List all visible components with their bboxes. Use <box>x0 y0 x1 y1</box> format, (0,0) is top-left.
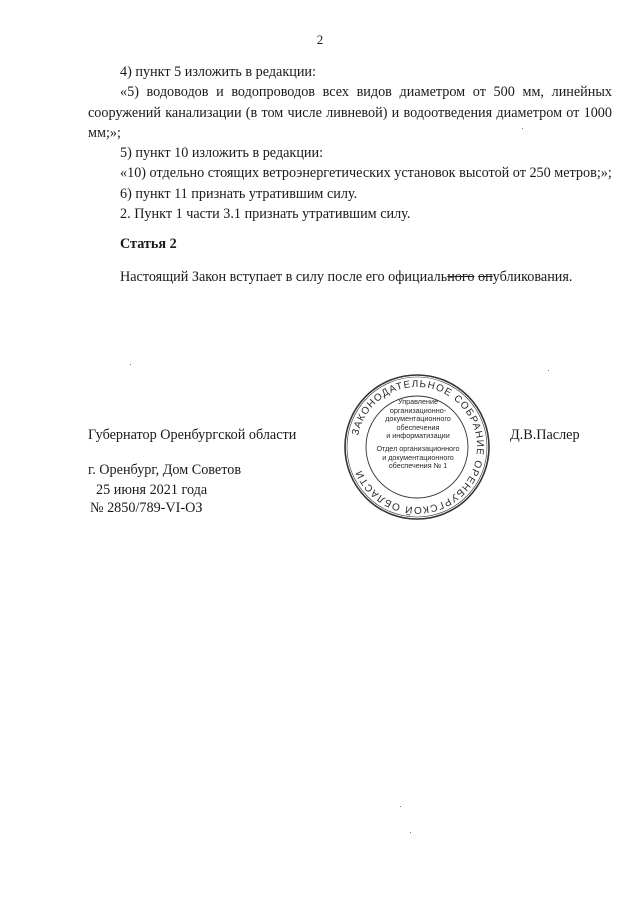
stamp-line: Управление <box>398 397 438 406</box>
article-text-start: Настоящий Закон вступает в силу после его официаль <box>120 269 448 285</box>
signing-place: г. Оренбург, Дом Советов <box>88 462 242 478</box>
paragraph-item-5: 5) пункт 10 изложить в редакции: <box>120 145 324 162</box>
stamp-ring-text: ЗАКОНОДАТЕЛЬНОЕ СОБРАНИЕ ОРЕНБУРГСКОЙ ОБЛАСТИ <box>350 378 486 516</box>
paragraph-point-2: 2. Пункт 1 части 3.1 признать утратившим силу. <box>120 206 411 223</box>
stamp-line: обеспечения № 1 <box>388 461 448 471</box>
stamp-line: организационно- <box>389 405 447 415</box>
signing-date: 25 июня 2021 года <box>96 482 208 498</box>
stamp-line: документационного <box>385 414 451 424</box>
page-number: 2 <box>316 32 324 47</box>
paragraph-item-4-text: «5) водоводов и водопроводов всех видов диаметром от 500 мм, линейных сооружений канализации (в том числе ливневой) и водоотведения диаметром от 1000 мм;»; <box>88 84 612 141</box>
stamp-line: Отдел организационного <box>376 443 460 453</box>
struck-text-1: ного <box>447 269 475 285</box>
scan-speck <box>548 370 549 371</box>
scan-speck <box>130 364 131 365</box>
stamp-line: и информатизации <box>386 431 450 441</box>
governor-title: Губернатор Оренбургской области <box>88 427 297 443</box>
paragraph-item-6: 6) пункт 11 признать утратившим силу. <box>120 185 358 202</box>
law-body <box>88 62 612 224</box>
stamp-inner-text <box>368 398 468 471</box>
struck-text-2: оп <box>477 269 493 285</box>
governor-name: Д.В.Паслер <box>510 427 580 443</box>
law-number: № 2850/789-VI-ОЗ <box>90 500 203 516</box>
paragraph-item-5-text: «10) отдельно стоящих ветроэнергетических установок высотой от 250 метров;»; <box>120 165 612 182</box>
stamp-line: и документационного <box>382 452 454 462</box>
scan-speck <box>410 832 411 833</box>
stamp-line: обеспечения <box>396 422 440 432</box>
article-text <box>120 269 572 286</box>
article-text-end: убликования. <box>492 269 573 285</box>
article-heading: Статья 2 <box>120 236 177 252</box>
paragraph-item-4: 4) пункт 5 изложить в редакции: <box>120 64 316 80</box>
scan-speck <box>522 128 523 129</box>
scan-speck <box>400 806 401 807</box>
